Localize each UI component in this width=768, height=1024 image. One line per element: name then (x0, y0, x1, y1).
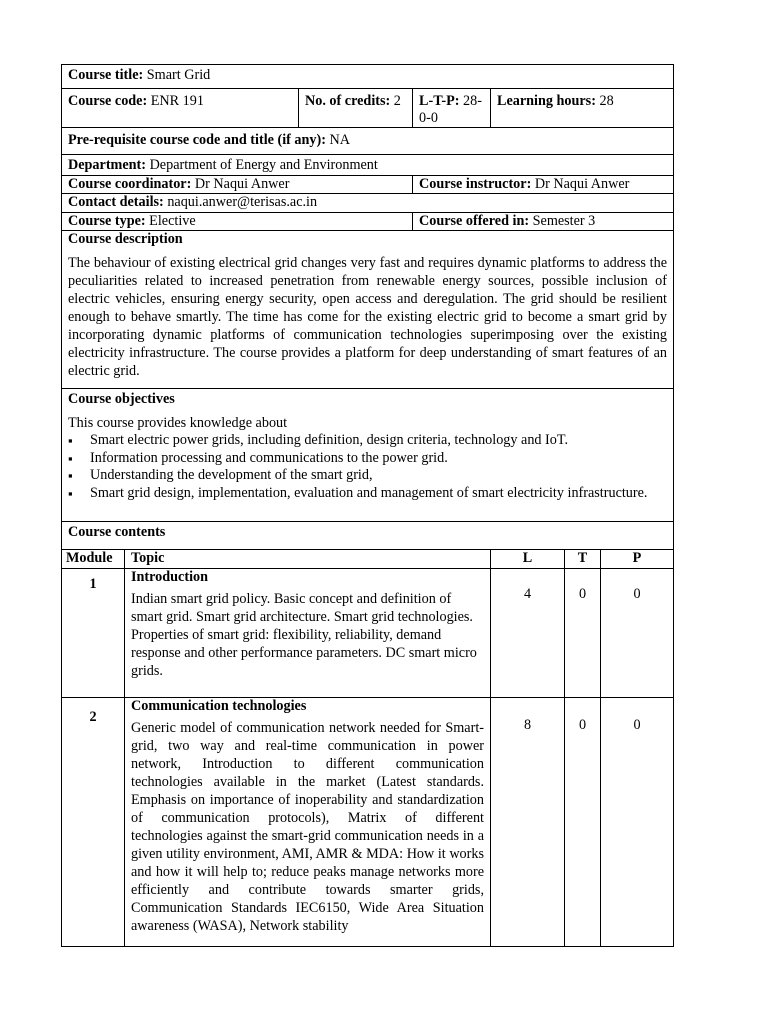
credits-value: 2 (393, 93, 401, 109)
course-title-value: Smart Grid (146, 67, 211, 83)
description-text: The behaviour of existing electrical grid changes very fast and requires dynamic platforms to address the peculiarities related to increased penetration from renewable energy sources, possible inclusion of electric vehicles, ensuring energy security, open access and deregulation. The grid should be resilient enough to behave smartly. The time has come for the existing electric grid to become a smart grid by incorporating dynamic platforms of communication technologies superimposing over the existing electricity infrastructure. The course provides a platform for deep understanding of smart features of an electric grid. (68, 255, 667, 379)
objective-item: ▪ Understanding the development of the smart grid, (68, 467, 667, 485)
module-l: 4 (491, 569, 565, 698)
row-description (62, 231, 674, 389)
course-document (61, 64, 673, 947)
objective-item: ▪ Information processing and communications to the power grid. (68, 450, 667, 468)
offered-in-value: Semester 3 (532, 213, 596, 229)
offered-in-label: Course offered in: (419, 213, 530, 229)
coordinator-value: Dr Naqui Anwer (194, 176, 290, 192)
module-p: 0 (601, 569, 674, 698)
course-table (61, 64, 674, 947)
row-contents-heading (62, 522, 674, 550)
prerequisite-label: Pre-requisite course code and title (if any): (68, 132, 326, 148)
objective-item: ▪ Smart grid design, implementation, evaluation and management of smart electricity infrastructure. (68, 485, 667, 503)
ltp-value: 28-0-0 (419, 93, 482, 126)
objective-item: ▪ Smart electric power grids, including definition, design criteria, technology and IoT. (68, 432, 667, 450)
module-l: 8 (491, 698, 565, 947)
instructor-label: Course instructor: (419, 176, 532, 192)
learning-hours-value: 28 (599, 93, 614, 109)
module-number: 2 (62, 698, 125, 947)
description-heading: Course description (68, 231, 183, 247)
module-row (62, 698, 674, 947)
department-label: Department: (68, 157, 147, 173)
row-course-type (62, 213, 674, 231)
course-code-label: Course code: (68, 93, 148, 109)
module-number: 1 (62, 569, 125, 698)
module-row (62, 569, 674, 698)
row-contact (62, 194, 674, 213)
row-course-title (62, 65, 674, 89)
prerequisite-value: NA (329, 132, 350, 148)
header-p: P (632, 550, 642, 566)
module-body: Indian smart grid policy. Basic concept and definition of smart grid. Smart grid architecture. Smart grid technologies. Properties of smart grid: flexibility, reliability, demand response and other performance parameters. DC smart micro grids. (131, 591, 477, 679)
header-l: L (522, 550, 533, 566)
contact-value: naqui.anwer@terisas.ac.in (167, 194, 318, 210)
coordinator-label: Course coordinator: (68, 176, 192, 192)
department-value: Department of Energy and Environment (149, 157, 378, 173)
contents-header-row (62, 550, 674, 569)
module-p: 0 (601, 698, 674, 947)
credits-label: No. of credits: (305, 93, 391, 109)
header-topic: Topic (131, 550, 165, 566)
row-coordinator (62, 176, 674, 194)
objectives-heading: Course objectives (68, 391, 175, 407)
course-title-label: Course title: (68, 67, 144, 83)
header-t: T (577, 550, 588, 566)
objectives-list (68, 432, 667, 502)
course-type-value: Elective (149, 213, 196, 229)
module-body: Generic model of communication network needed for Smart-grid, two way and real-time communication in power network, Introduction to different communication technologies available in the market (Latest standards. Emphasis on importance of inoperability and standardization of communication protocols), Matrix of different technologies against the smart-grid communication needs in a given utility environment, AMI, AMR & MDA: How it works and how it will help to; reduce peaks manage networks more efficiently and contribute towards smarter grids, Communication Standards IEC6150, Wide Area Situation awareness (WASA), Network stability (131, 720, 484, 934)
module-t: 0 (565, 698, 601, 947)
module-title: Introduction (131, 569, 208, 585)
course-type-label: Course type: (68, 213, 146, 229)
ltp-label: L-T-P: (419, 93, 460, 109)
objectives-intro: This course provides knowledge about (68, 415, 288, 431)
contact-label: Contact details: (68, 194, 164, 210)
row-objectives (62, 389, 674, 522)
module-title: Communication technologies (131, 698, 307, 714)
instructor-value: Dr Naqui Anwer (534, 176, 630, 192)
contents-heading: Course contents (68, 524, 166, 540)
row-course-code (62, 89, 674, 128)
learning-hours-label: Learning hours: (497, 93, 596, 109)
header-module: Module (66, 550, 113, 566)
course-code-value: ENR 191 (150, 93, 204, 109)
row-department (62, 155, 674, 176)
module-t: 0 (565, 569, 601, 698)
row-prerequisite (62, 128, 674, 155)
